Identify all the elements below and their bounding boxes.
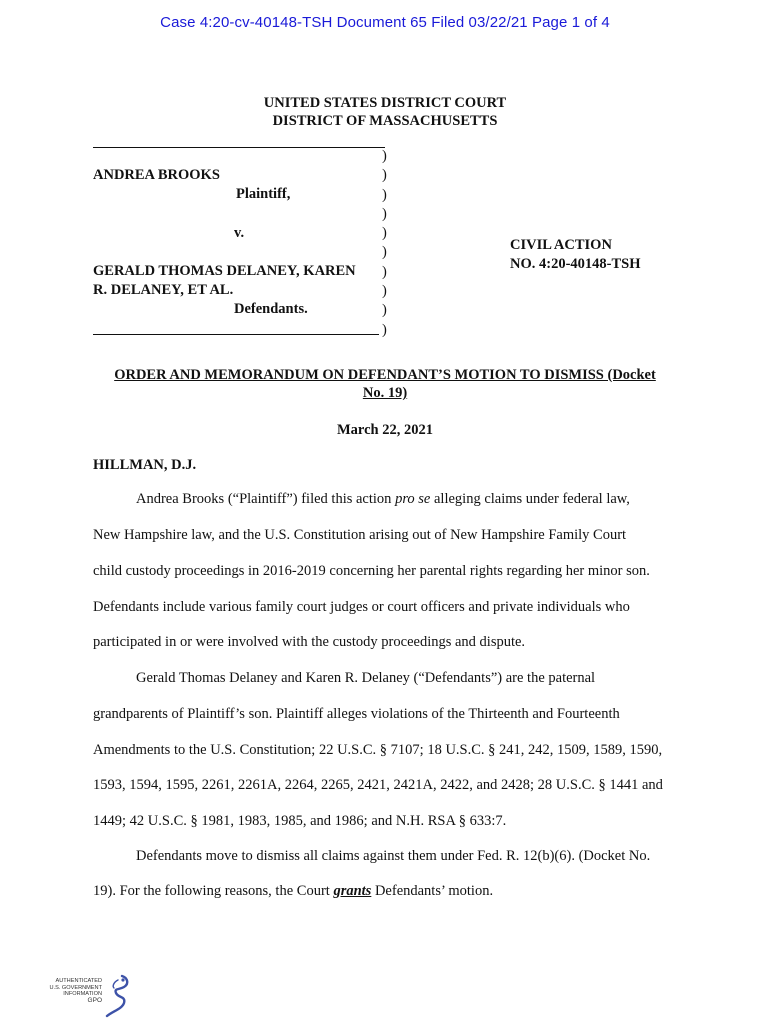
civil-action-number: [510, 236, 641, 274]
case-header: Case 4:20-cv-40148-TSH Document 65 Filed 03/22/21 Page 1 of 4: [160, 14, 610, 31]
judge-name: HILLMAN, D.J.: [93, 457, 197, 473]
caption-paren: ): [382, 225, 387, 242]
defendant-name-line2: R. DELANEY, ET AL.: [93, 282, 234, 298]
body-line: participated in or were involved with the custody proceedings and dispute.: [93, 634, 526, 650]
court-name-line2: DISTRICT OF MASSACHUSETTS: [272, 113, 498, 129]
gpo-seal-text: [44, 978, 102, 1004]
caption-paren-column: [382, 147, 387, 340]
body-line: Defendants move to dismiss all claims against them under Fed. R. 12(b)(6). (Docket No.: [136, 848, 651, 864]
body-text: Defendants’ motion.: [371, 883, 494, 899]
body-text: Andrea Brooks (“Plaintiff”) filed this action: [136, 491, 396, 507]
plaintiff-label: Plaintiff,: [236, 186, 291, 202]
caption-paren: ): [382, 167, 387, 184]
caption-paren: ): [382, 244, 387, 261]
body-line: grandparents of Plaintiff’s son. Plaintiff alleges violations of the Thirteenth and Fourteenth: [93, 706, 620, 722]
caption-paren: ): [382, 321, 387, 338]
court-name: [0, 94, 770, 130]
gpo-seal-line2: U.S. GOVERNMENT: [49, 984, 102, 991]
caption-paren: ): [382, 186, 387, 203]
document-title-line1: ORDER AND MEMORANDUM ON DEFENDANT’S MOTION TO DISMISS (Docket: [114, 367, 656, 383]
gpo-seal-line3: INFORMATION: [63, 991, 102, 998]
order-date: March 22, 2021: [337, 422, 433, 438]
gpo-eagle-icon: [102, 974, 132, 1018]
caption-paren: ): [382, 283, 387, 300]
civil-action-line2: NO. 4:20-40148-TSH: [510, 256, 641, 272]
body-line: New Hampshire law, and the U.S. Constitution arising out of New Hampshire Family Court: [93, 527, 627, 543]
versus-label: v.: [234, 225, 245, 241]
body-text: alleging claims under federal law,: [430, 491, 630, 507]
plaintiff-name: ANDREA BROOKS: [93, 167, 220, 183]
body-line: 1449; 42 U.S.C. § 1981, 1983, 1985, and 1986; and N.H. RSA § 633:7.: [93, 813, 507, 829]
court-name-line1: UNITED STATES DISTRICT COURT: [263, 95, 507, 111]
caption-paren: ): [382, 302, 387, 319]
body-line: 1593, 1594, 1595, 2261, 2261A, 2264, 2265, 2421, 2421A, 2422, and 2428; 28 U.S.C. § 1441 and: [93, 777, 663, 793]
body-emphasis-text: grants: [333, 883, 372, 899]
body-line: Gerald Thomas Delaney and Karen R. Delaney (“Defendants”) are the paternal: [136, 670, 596, 686]
body-text: 19). For the following reasons, the Court: [93, 883, 334, 899]
document-title-line2: No. 19): [362, 385, 408, 401]
caption-bottom-rule: [93, 334, 379, 335]
defendant-name-line1: GERALD THOMAS DELANEY, KAREN: [93, 263, 356, 279]
body-line: [93, 883, 493, 900]
civil-action-line1: CIVIL ACTION: [510, 237, 612, 253]
caption-paren: ): [382, 148, 387, 164]
body-line: Amendments to the U.S. Constitution; 22 U.S.C. § 7107; 18 U.S.C. § 241, 242, 1509, 1589, 1590,: [93, 742, 663, 758]
gpo-seal-mark: GPO: [87, 996, 102, 1004]
body-line: Defendants include various family court judges or court officers and private individuals who: [93, 599, 630, 615]
defendant-label: Defendants.: [234, 301, 308, 317]
body-italic-text: pro se: [395, 491, 431, 507]
document-title: [93, 366, 677, 402]
body-line: [136, 491, 630, 508]
caption-top-rule: [93, 147, 385, 148]
caption-paren: ): [382, 205, 387, 222]
gpo-authentication-seal: [44, 973, 134, 1019]
gpo-seal-line1: AUTHENTICATED: [55, 978, 102, 984]
body-line: child custody proceedings in 2016-2019 concerning her parental rights regarding her minor son.: [93, 563, 650, 579]
caption-paren: ): [382, 263, 387, 280]
